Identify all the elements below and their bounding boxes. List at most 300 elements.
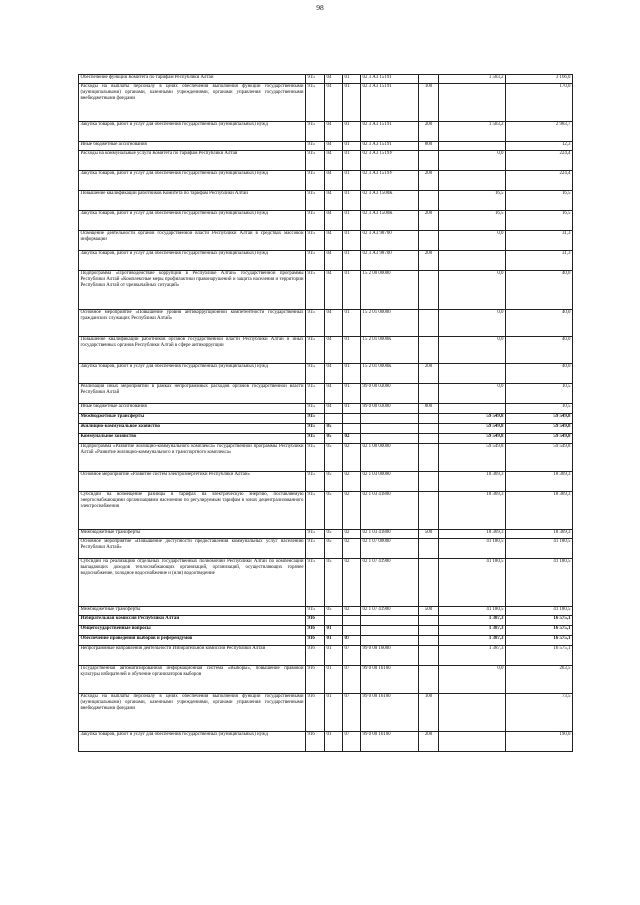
row-amount-2: 16 575,1 [506,646,573,666]
row-amount-2: 41 180,5 [506,539,573,559]
row-subsection-code: 01 [343,271,361,310]
row-ved-code: 916 [306,732,325,752]
row-amount-1: 18 369,3 [439,492,506,530]
row-section-code: 04 [325,151,343,171]
table-row [79,364,573,384]
row-ved-code: 915 [306,384,325,404]
row-name: Основное мероприятие «Развитие систем электроэнергетики Республики Алтай» [79,472,306,492]
row-subsection-code [343,626,361,636]
row-amount-1: 0,0 [439,231,506,251]
row-amount-2: 16 575,1 [506,636,573,646]
row-section-code: 05 [325,444,343,472]
row-section-code: 01 [325,646,343,666]
row-name: Общегосударственные вопросы [79,626,306,636]
row-section-code: 04 [325,122,343,142]
row-name: Повышение квалификации работников Комитета по тарифам Республики Алтай [79,191,306,211]
row-subsection-code: 02 [343,472,361,492]
row-amount-1 [439,142,506,151]
row-subsection-code [343,414,361,424]
row-name: Закупка товаров, работ и услуг для обеспечения государственных (муниципальных) нужд [79,732,306,752]
row-amount-1: 1 387,3 [439,616,506,626]
row-section-code: 04 [325,310,343,337]
table-row [79,646,573,666]
row-amount-2: 16,5 [506,211,573,231]
row-ved-code: 915 [306,122,325,142]
row-amount-1: 0,0 [439,337,506,364]
row-ved-code: 915 [306,434,325,444]
row-expense-type [419,434,439,444]
row-expense-type [419,636,439,646]
row-subsection-code: 01 [343,171,361,191]
row-section-code: 04 [325,171,343,191]
row-ved-code: 915 [306,414,325,424]
row-amount-1: 41 180,5 [439,559,506,607]
row-target-article: 02 1 03 00000 [361,472,419,492]
row-target-article: 02 3 А3 1519У [361,171,419,191]
row-expense-type [419,310,439,337]
row-section-code: 04 [325,231,343,251]
row-ved-code: 916 [306,626,325,636]
table-row [79,151,573,171]
row-amount-1: 18 369,3 [439,530,506,539]
row-name: Государственная автоматизированная информационная система «Выборы», повышение правовой культуры избирателей и обучение организаторов выборов [79,666,306,694]
row-name: Расходы на коммунальные услуги Комитета по тарифам Республики Алтай [79,151,306,171]
row-expense-type: 200 [419,122,439,142]
table-row [79,191,573,211]
row-target-article [361,434,419,444]
row-section-code: 05 [325,559,343,607]
row-section-code: 05 [325,539,343,559]
row-amount-1: 0,0 [439,310,506,337]
row-expense-type: 500 [419,530,439,539]
row-ved-code: 915 [306,310,325,337]
row-target-article: 02 3 А3 15191 [361,84,419,122]
row-ved-code: 915 [306,251,325,271]
row-subsection-code: 01 [343,364,361,384]
row-subsection-code: 01 [343,191,361,211]
row-subsection-code: 01 [343,75,361,84]
row-subsection-code: 01 [343,211,361,231]
table-row [79,171,573,191]
row-expense-type [419,75,439,84]
row-amount-2: 190,0 [506,732,573,752]
row-amount-1: 59 549,8 [439,434,506,444]
table-row [79,492,573,530]
row-target-article: 02 3 А3 15191 [361,122,419,142]
row-amount-1: 59 549,8 [439,444,506,472]
row-section-code: 01 [325,694,343,732]
row-expense-type: 200 [419,251,439,271]
row-expense-type [419,666,439,694]
row-section-code: 05 [325,492,343,530]
row-ved-code: 915 [306,472,325,492]
row-subsection-code: 02 [343,530,361,539]
row-section-code: 04 [325,75,343,84]
row-section-code: 05 [325,424,343,434]
table-row [79,231,573,251]
row-expense-type: 100 [419,84,439,122]
row-name: Закупка товаров, работ и услуг для обеспечения государственных (муниципальных) нужд [79,251,306,271]
row-amount-2: 3 166,0 [506,75,573,84]
row-ved-code: 915 [306,231,325,251]
row-expense-type [419,337,439,364]
row-amount-2: 18 369,3 [506,472,573,492]
row-subsection-code: 01 [343,384,361,404]
row-target-article: 99 0 00 16100 [361,694,419,732]
row-name: Субсидии на возмещение разницы в тарифах на электрическую энергию, поставляемую энергоснабжающими организациями населению по регулируемым тарифам в зонах децентрализованного электроснабжения [79,492,306,530]
row-amount-2: 16,5 [506,191,573,211]
row-name: Субсидии на реализацию отдельных государственных полномочий Республики Алтай по компенсации выпадающих доходов теплоснабжающих организаций, организаций, осуществляющих горячее водоснабжение, холодное водоснабжение и (или) водоотведение [79,559,306,607]
table-row [79,310,573,337]
row-target-article [361,414,419,424]
row-amount-1: 16,5 [439,191,506,211]
row-section-code: 04 [325,404,343,414]
row-expense-type [419,191,439,211]
row-amount-2: 73,5 [506,694,573,732]
row-amount-1: 1 583,2 [439,122,506,142]
row-subsection-code: 07 [343,636,361,646]
row-amount-1 [439,404,506,414]
row-ved-code: 915 [306,404,325,414]
table-row [79,84,573,122]
row-amount-1: 1 387,3 [439,626,506,636]
row-name: Закупка товаров, работ и услуг для обеспечения государственных (муниципальных) нужд [79,211,306,231]
row-target-article: 99 0 00 16100 [361,666,419,694]
row-section-code: 04 [325,142,343,151]
row-ved-code: 916 [306,666,325,694]
row-subsection-code: 02 [343,607,361,616]
row-ved-code: 915 [306,539,325,559]
row-name: Коммунальное хозяйство [79,434,306,444]
row-expense-type: 200 [419,171,439,191]
row-amount-2: 59 549,8 [506,414,573,424]
row-section-code: 05 [325,607,343,616]
row-amount-2: 40,0 [506,337,573,364]
row-amount-1 [439,251,506,271]
row-ved-code: 915 [306,559,325,607]
row-name: Основное мероприятие «Повышение доступности предоставления коммунальных услуг населению Республики Алтай» [79,539,306,559]
row-expense-type: 800 [419,404,439,414]
row-amount-1: 1 583,2 [439,75,506,84]
row-target-article: 99 0 00 03000 [361,384,419,404]
table-row [79,539,573,559]
row-amount-2: 40,0 [506,271,573,310]
row-target-article: 02 1 00 00000 [361,444,419,472]
row-name: Реализация иных мероприятий в рамках непрограммных расходов органов государственной власти Республики Алтай [79,384,306,404]
row-subsection-code: 02 [343,492,361,530]
row-name: Избирательная комиссия Республики Алтай [79,616,306,626]
row-expense-type: 800 [419,142,439,151]
table-row [79,636,573,646]
budget-table-body [79,75,573,752]
row-amount-2: 40,0 [506,364,573,384]
row-amount-1 [439,364,506,384]
row-subsection-code: 02 [343,539,361,559]
table-row [79,559,573,607]
row-amount-2: 170,0 [506,84,573,122]
row-name: Жилищно-коммунальное хозяйство [79,424,306,434]
table-row [79,142,573,151]
row-name: Межбюджетные трансферты [79,414,306,424]
row-section-code: 05 [325,530,343,539]
row-subsection-code [343,424,361,434]
row-expense-type [419,444,439,472]
row-ved-code: 915 [306,84,325,122]
row-amount-2: 224,4 [506,151,573,171]
row-name: Непрограммные направления деятельности Избирательной комиссии Республики Алтай [79,646,306,666]
row-ved-code: 915 [306,171,325,191]
row-ved-code: 915 [306,424,325,434]
row-name: Повышение квалификации работников органов государственной власти Республики Алтай и иных государственных органов Республики Алтай в сфере антикоррупции [79,337,306,364]
row-expense-type: 200 [419,211,439,231]
row-amount-1 [439,171,506,191]
row-name: Расходы на выплаты персоналу в целях обеспечения выполнения функций государственными (муниципальными) органами, казенными учреждениями, органами управления государственными внебюджетными фондами [79,84,306,122]
row-target-article: 99 0 00 16000 [361,646,419,666]
row-section-code: 04 [325,364,343,384]
row-ved-code: 915 [306,271,325,310]
row-amount-1: 59 549,8 [439,414,506,424]
row-amount-1: 0,0 [439,666,506,694]
row-name: Обеспечение проведения выборов и референдумов [79,636,306,646]
row-ved-code: 915 [306,607,325,616]
row-ved-code: 916 [306,694,325,732]
row-expense-type [419,472,439,492]
row-name: Закупка товаров, работ и услуг для обеспечения государственных (муниципальных) нужд [79,122,306,142]
row-subsection-code: 01 [343,404,361,414]
row-section-code: 01 [325,626,343,636]
table-row [79,666,573,694]
table-row [79,694,573,732]
row-subsection-code: 01 [343,231,361,251]
row-amount-2: 31,3 [506,231,573,251]
row-section-code: 05 [325,434,343,444]
row-name: Расходы на выплаты персоналу в целях обеспечения выполнения функций государственными (муниципальными) органами, казенными учреждениями, органами управления государственными внебюджетными фондами [79,694,306,732]
table-row [79,732,573,752]
row-amount-1: 0,0 [439,384,506,404]
row-amount-1: 59 549,8 [439,424,506,434]
row-section-code: 01 [325,666,343,694]
row-expense-type: 500 [419,607,439,616]
row-section-code: 04 [325,251,343,271]
row-subsection-code: 07 [343,666,361,694]
page-number: 98 [316,3,324,12]
row-expense-type [419,414,439,424]
row-section-code [325,414,343,424]
row-amount-2: 59 549,8 [506,434,573,444]
table-row [79,122,573,142]
row-subsection-code: 01 [343,151,361,171]
row-target-article: 15 2 01 0000К [361,337,419,364]
row-ved-code: 915 [306,151,325,171]
row-subsection-code: 02 [343,559,361,607]
row-ved-code: 915 [306,530,325,539]
row-amount-1: 0,0 [439,271,506,310]
row-target-article [361,616,419,626]
row-amount-2: 31,3 [506,251,573,271]
row-target-article: 02 3 А3 15191 [361,75,419,84]
row-target-article: 15 2 01 00000 [361,310,419,337]
row-name: Иные бюджетные ассигнования [79,142,306,151]
row-target-article: 02 1 07 41900 [361,607,419,616]
table-row [79,271,573,310]
row-amount-2: 40,0 [506,310,573,337]
row-subsection-code: 01 [343,337,361,364]
table-row [79,616,573,626]
row-section-code: 04 [325,84,343,122]
table-row [79,384,573,404]
table-row [79,211,573,231]
row-name: Межбюджетные трансферты [79,530,306,539]
row-expense-type [419,492,439,530]
row-expense-type [419,424,439,434]
row-name: Освещение деятельности органов государственной власти Республики Алтай в средствах массовой информации [79,231,306,251]
row-ved-code: 916 [306,616,325,626]
row-name: Межбюджетные трансферты [79,607,306,616]
row-ved-code: 915 [306,364,325,384]
row-target-article [361,626,419,636]
row-amount-2: 12,3 [506,142,573,151]
row-target-article: 02 1 07 41900 [361,559,419,607]
row-amount-1: 1 387,3 [439,646,506,666]
row-expense-type [419,616,439,626]
row-subsection-code [343,616,361,626]
table-row [79,472,573,492]
row-amount-1: 16,5 [439,211,506,231]
row-section-code: 05 [325,472,343,492]
row-section-code: 04 [325,384,343,404]
table-row [79,404,573,414]
row-expense-type [419,151,439,171]
row-subsection-code: 02 [343,444,361,472]
row-amount-2: 10,5 [506,384,573,404]
row-ved-code: 915 [306,75,325,84]
row-amount-2: 10,5 [506,404,573,414]
budget-table [78,74,573,752]
row-amount-2: 18 369,3 [506,530,573,539]
row-target-article: 99 0 00 16100 [361,732,419,752]
row-expense-type: 200 [419,364,439,384]
row-amount-2: 16 575,1 [506,626,573,636]
row-amount-1: 18 369,3 [439,472,506,492]
row-subsection-code: 07 [343,732,361,752]
row-amount-1: 1 387,3 [439,636,506,646]
row-target-article: 99 0 00 03000 [361,404,419,414]
row-name: Основное мероприятие «Повышение уровня антикоррупционной компетентности государственных гражданских служащих Республики Алтай» [79,310,306,337]
row-target-article: 02 1 07 00000 [361,539,419,559]
row-name: Подпрограмма «Противодействие коррупции в Республике Алтай» государственной программы Республики Алтай «Комплексные меры профилактики правонарушений и защита населения и территории Республики Алтай от чрезвычайных ситуаций» [79,271,306,310]
row-amount-1 [439,732,506,752]
table-row [79,444,573,472]
row-target-article: 15 2 00 00000 [361,271,419,310]
row-subsection-code: 01 [343,122,361,142]
table-row [79,414,573,424]
row-ved-code: 916 [306,636,325,646]
row-amount-1: 41 180,5 [439,607,506,616]
row-amount-2: 59 549,8 [506,424,573,434]
row-subsection-code: 02 [343,434,361,444]
row-name: Закупка товаров, работ и услуг для обеспечения государственных (муниципальных) нужд [79,364,306,384]
row-ved-code: 915 [306,337,325,364]
row-target-article: 02 3 А3 15191 [361,142,419,151]
row-amount-2: 16 575,1 [506,616,573,626]
row-expense-type [419,384,439,404]
row-section-code [325,616,343,626]
row-name: Закупка товаров, работ и услуг для обеспечения государственных (муниципальных) нужд [79,171,306,191]
row-target-article: 15 2 01 0000К [361,364,419,384]
row-ved-code: 915 [306,444,325,472]
table-row [79,75,573,84]
table-row [79,251,573,271]
row-section-code: 04 [325,191,343,211]
row-ved-code: 915 [306,191,325,211]
row-ved-code: 915 [306,211,325,231]
row-subsection-code: 07 [343,694,361,732]
row-section-code: 04 [325,337,343,364]
table-row [79,337,573,364]
row-target-article: 02 3 А3 1519У [361,151,419,171]
row-amount-2: 41 180,5 [506,559,573,607]
row-expense-type [419,539,439,559]
row-target-article: 02 1 03 41800 [361,530,419,539]
row-amount-1: 0,0 [439,151,506,171]
row-expense-type [419,231,439,251]
row-target-article [361,424,419,434]
row-amount-1: 41 180,5 [439,539,506,559]
row-expense-type [419,646,439,666]
row-subsection-code: 01 [343,310,361,337]
table-row [79,607,573,616]
row-target-article: 02 3 А3 1500К [361,211,419,231]
row-amount-2: 59 549,8 [506,444,573,472]
row-amount-2: 18 369,3 [506,492,573,530]
row-target-article: 02 3 А3 98700 [361,251,419,271]
row-section-code: 04 [325,211,343,231]
row-ved-code: 916 [306,646,325,666]
row-amount-1 [439,694,506,732]
row-subsection-code: 07 [343,646,361,666]
row-section-code: 01 [325,732,343,752]
row-name: Обеспечение функций Комитета по тарифам Республики Алтай [79,75,306,84]
row-section-code: 01 [325,636,343,646]
table-row [79,434,573,444]
row-section-code: 04 [325,271,343,310]
row-subsection-code: 01 [343,251,361,271]
row-expense-type [419,559,439,607]
row-ved-code: 915 [306,142,325,151]
row-target-article [361,636,419,646]
row-amount-2: 41 180,5 [506,607,573,616]
row-expense-type: 200 [419,732,439,752]
row-target-article: 02 3 А3 1500К [361,191,419,211]
row-amount-1 [439,84,506,122]
table-row [79,626,573,636]
row-expense-type [419,626,439,636]
row-expense-type [419,271,439,310]
row-amount-2: 263,5 [506,666,573,694]
row-name: Иные бюджетные ассигнования [79,404,306,414]
row-name: Подпрограмма «Развитие жилищно-коммунального комплекса» государственной программы Республики Алтай «Развитие жилищно-коммунального и транспортного комплекса» [79,444,306,472]
row-ved-code: 915 [306,492,325,530]
row-subsection-code: 01 [343,142,361,151]
table-row [79,530,573,539]
table-row [79,424,573,434]
row-target-article: 02 3 А3 98700 [361,231,419,251]
row-expense-type: 100 [419,694,439,732]
row-target-article: 02 1 03 41800 [361,492,419,530]
row-amount-2: 2 983,7 [506,122,573,142]
row-amount-2: 224,4 [506,171,573,191]
row-subsection-code: 01 [343,84,361,122]
